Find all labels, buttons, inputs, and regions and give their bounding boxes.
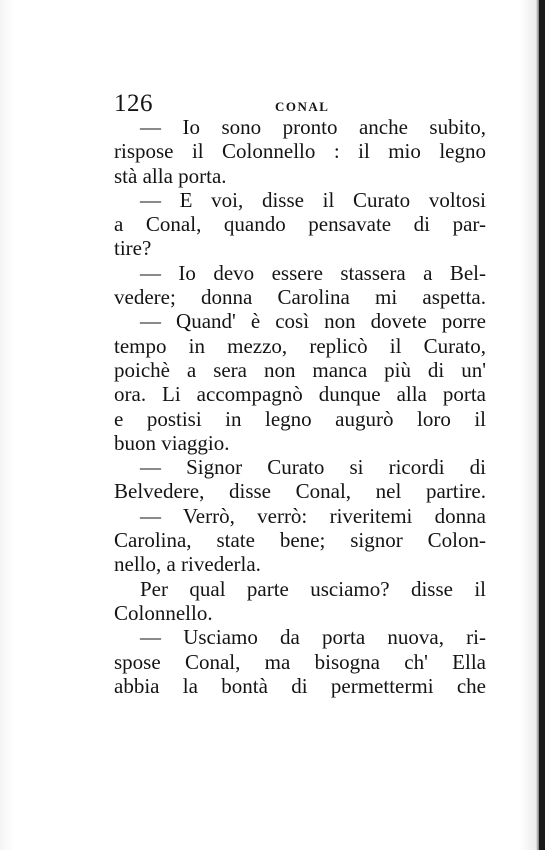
text-line: — Io devo essere stassera a Bel- [140,260,486,285]
text-line: buon viaggio. [114,430,230,455]
text-line: Per qual parte usciamo? disse il [140,576,486,601]
text-line: a Conal, quando pensavate di par- [114,212,486,237]
page-number: 126 [114,90,153,117]
text-line: stà alla porta. [114,163,227,188]
text-line: spose Conal, ma bisogna ch' Ella [114,649,486,674]
text-line: e postisi in legno augurò loro il [114,406,486,431]
body-text [114,115,486,698]
text-line: tire? [114,236,152,261]
text-line: rispose il Colonnello : il mio legno [114,139,486,164]
text-line: — E voi, disse il Curato voltosi [140,187,486,212]
text-line: — Usciamo da porta nuova, ri- [140,625,486,650]
text-line: Belvedere, disse Conal, nel partire. [114,479,486,504]
text-line: — Signor Curato si ricordi di [140,455,486,480]
text-line: ora. Li accompagnò dunque alla porta [114,382,486,407]
text-line: abbia la bontà di permettermi che [114,673,486,698]
book-binding-edge [539,0,545,850]
text-line: — Quand' è così non dovete porre [140,309,486,334]
text-line: nello, a rivederla. [114,552,261,577]
text-line: vedere; donna Carolina mi aspetta. [114,285,486,310]
text-line: Carolina, state bene; signor Colon- [114,528,486,553]
text-line: — Verrò, verrò: riveritemi donna [140,503,486,528]
text-line: — Io sono pronto anche subito, [140,115,486,139]
text-line: tempo in mezzo, replicò il Curato, [114,333,486,358]
text-line: poichè a sera non manca più di un' [114,357,486,382]
page-header [114,90,486,116]
text-line: Colonnello. [114,600,213,625]
running-title: CONAL [275,99,330,114]
